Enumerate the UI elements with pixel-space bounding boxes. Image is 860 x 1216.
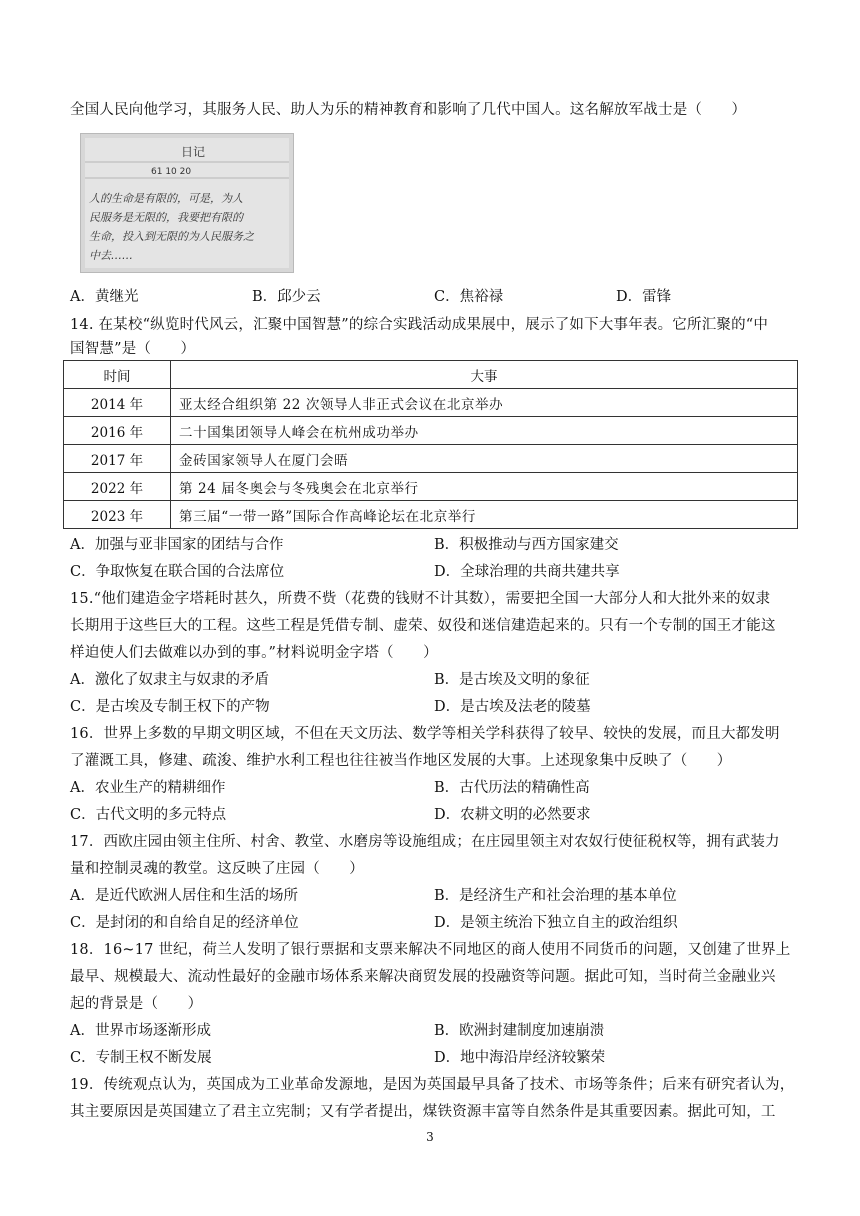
q13-stem: 全国人民向他学习，其服务人民、助人为乐的精神教育和影响了几代中国人。这名解放军战士是（ ） bbox=[70, 102, 747, 118]
table-cell-year: 2014 年 bbox=[64, 389, 171, 417]
page-number: 3 bbox=[426, 1130, 434, 1144]
q18-stem-line-1: 18．16~17 世纪，荷兰人发明了银行票据和支票来解决不同地区的商人使用不同货币的问题，又创建了世界上 bbox=[70, 942, 791, 958]
q18-option-b[interactable]: B．欧洲封建制度加速崩溃 bbox=[434, 1023, 605, 1039]
q18-option-c[interactable]: C．专制王权不断发展 bbox=[70, 1050, 212, 1066]
q15-option-c[interactable]: C．是古埃及专制王权下的产物 bbox=[70, 699, 270, 715]
table-row bbox=[64, 389, 798, 417]
diary-heading: 日记 bbox=[181, 145, 206, 159]
q16-option-a[interactable]: A．农业生产的精耕细作 bbox=[70, 780, 226, 796]
q17-stem-line-1: 17．西欧庄园由领主住所、村舍、教堂、水磨房等设施组成；在庄园里领主对农奴行使征税权等，拥有武装力 bbox=[70, 834, 780, 850]
q15-option-b[interactable]: B．是古埃及文明的象征 bbox=[434, 672, 590, 688]
q16-option-b[interactable]: B．古代历法的精确性高 bbox=[434, 780, 590, 796]
q16-stem-line-1: 16．世界上多数的早期文明区域，不但在天文历法、数学等相关学科获得了较早、较快的发展，而且大都发明 bbox=[70, 726, 780, 742]
q15-option-a[interactable]: A．激化了奴隶主与奴隶的矛盾 bbox=[70, 672, 269, 688]
q14-option-c[interactable]: C．争取恢复在联合国的合法席位 bbox=[70, 564, 285, 580]
table-row bbox=[64, 473, 798, 501]
diary-photo-art bbox=[81, 134, 293, 272]
q13-option-c[interactable]: C．焦裕禄 bbox=[434, 289, 504, 305]
diary-line-1: 人的生命是有限的，可是，为人 bbox=[89, 192, 243, 205]
events-table bbox=[63, 360, 798, 529]
table-cell-year: 2016 年 bbox=[64, 417, 171, 445]
table-row bbox=[64, 445, 798, 473]
table-cell-year: 2017 年 bbox=[64, 445, 171, 473]
table-cell-event: 第三届“一带一路”国际合作高峰论坛在北京举行 bbox=[171, 501, 798, 529]
table-cell-event: 亚太经合组织第 22 次领导人非正式会议在北京举办 bbox=[171, 389, 798, 417]
table-row bbox=[64, 501, 798, 529]
q14-option-b[interactable]: B．积极推动与西方国家建交 bbox=[434, 537, 619, 553]
q17-option-a[interactable]: A．是近代欧洲人居住和生活的场所 bbox=[70, 888, 298, 904]
table-cell-year: 2022 年 bbox=[64, 473, 171, 501]
q15-stem-line-2: 长期用于这些巨大的工程。这些工程是凭借专制、虚荣、奴役和迷信建造起来的。只有一个专制的国王才能这 bbox=[70, 618, 776, 634]
table-cell-event: 金砖国家领导人在厦门会晤 bbox=[171, 445, 798, 473]
q19-stem-line-1: 19．传统观点认为，英国成为工业革命发源地，是因为英国最早具备了技术、市场等条件；后来有研究者认为， bbox=[70, 1077, 795, 1093]
q17-option-b[interactable]: B．是经济生产和社会治理的基本单位 bbox=[434, 888, 677, 904]
q16-option-d[interactable]: D．农耕文明的必然要求 bbox=[434, 807, 591, 823]
q13-option-d[interactable]: D．雷锋 bbox=[616, 289, 672, 305]
q17-stem-line-2: 量和控制灵魂的教堂。这反映了庄园（ ） bbox=[70, 861, 364, 877]
diary-line-4: 中去…… bbox=[89, 249, 133, 262]
diary-line-3: 生命，投入到无限的为人民服务之 bbox=[89, 230, 254, 243]
q15-stem-line-1: 15.“他们建造金字塔耗时甚久，所费不赀（花费的钱财不计其数），需要把全国一大部分人和大批外来的奴隶 bbox=[70, 591, 771, 607]
q14-option-d[interactable]: D．全球治理的共商共建共享 bbox=[434, 564, 620, 580]
diary-date: 61 10 20 bbox=[151, 167, 192, 177]
diary-line-2: 民服务是无限的，我要把有限的 bbox=[89, 211, 243, 224]
q17-option-d[interactable]: D．是领主统治下独立自主的政治组织 bbox=[434, 915, 678, 931]
table-header-event: 大事 bbox=[171, 361, 798, 389]
q14-stem-line-2: 国智慧”是（ ） bbox=[70, 341, 196, 357]
table-header-row bbox=[64, 361, 798, 389]
q13-option-b[interactable]: B．邱少云 bbox=[252, 289, 321, 305]
q18-option-a[interactable]: A．世界市场逐渐形成 bbox=[70, 1023, 211, 1039]
q16-option-c[interactable]: C．古代文明的多元特点 bbox=[70, 807, 227, 823]
q19-stem-line-2: 其主要原因是英国建立了君主立宪制；又有学者提出，煤铁资源丰富等自然条件是其重要因素。据此可知，工 bbox=[70, 1104, 776, 1120]
q18-stem-line-2: 最早、规模最大、流动性最好的金融市场体系来解决商贸发展的投融资等问题。据此可知，当时荷兰金融业兴 bbox=[70, 969, 776, 985]
q16-stem-line-2: 了灌溉工具，修建、疏浚、维护水利工程也往往被当作地区发展的大事。上述现象集中反映了（ ） bbox=[70, 753, 732, 769]
table-cell-year: 2023 年 bbox=[64, 501, 171, 529]
q18-option-d[interactable]: D．地中海沿岸经济较繁荣 bbox=[434, 1050, 606, 1066]
q18-stem-line-3: 起的背景是（ ） bbox=[70, 996, 203, 1012]
diary-photo bbox=[80, 133, 294, 273]
q17-option-c[interactable]: C．是封闭的和自给自足的经济单位 bbox=[70, 915, 299, 931]
q15-stem-line-3: 样迫使人们去做难以办到的事。”材料说明金字塔（ ） bbox=[70, 645, 438, 661]
q14-stem-line-1: 14. 在某校“纵览时代风云，汇聚中国智慧”的综合实践活动成果展中，展示了如下大事年表。它所汇聚的“中 bbox=[70, 317, 769, 333]
q14-option-a[interactable]: A．加强与亚非国家的团结与合作 bbox=[70, 537, 284, 553]
q13-option-a[interactable]: A．黄继光 bbox=[70, 289, 139, 305]
q15-option-d[interactable]: D．是古埃及法老的陵墓 bbox=[434, 699, 591, 715]
table-row bbox=[64, 417, 798, 445]
table-cell-event: 第 24 届冬奥会与冬残奥会在北京举行 bbox=[171, 473, 798, 501]
table-cell-event: 二十国集团领导人峰会在杭州成功举办 bbox=[171, 417, 798, 445]
table-header-time: 时间 bbox=[64, 361, 171, 389]
